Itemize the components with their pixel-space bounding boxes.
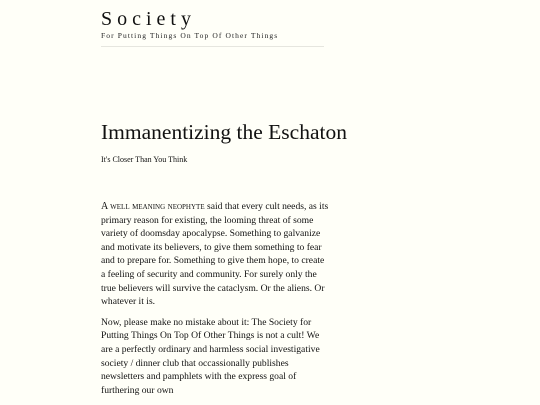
- paragraph-1: [101, 200, 329, 309]
- paragraph-2: Now, please make no mistake about it: The Society for Putting Things On Top Of Other Things is not a cult! We are a perfectly ordinary and harmless social investigative society / dinner club that occassionally publishes newsletters and pamphlets with the express goal of furthering our own: [101, 316, 320, 396]
- newthought-lead: A well meaning neophyte: [101, 201, 205, 212]
- post-subtitle: It's Closer Than You Think: [101, 155, 188, 164]
- post-body: [101, 200, 329, 404]
- site-tagline: For Putting Things On Top Of Other Things: [101, 31, 279, 40]
- post-title: Immanentizing the Eschaton: [101, 120, 347, 144]
- paragraph-1-text: said that every cult needs, as its primary reason for existing, the looming threat of some variety of doomsday apocalypse. Something to galvanize and motivate its believers, to give them something to fear and to prepare for. Something to give them hope, to create a feeling of security and community. For surely only the true believers will survive the cataclysm. Or the aliens. Or whatever it is.: [101, 201, 329, 308]
- site-title-link[interactable]: Society: [101, 8, 196, 30]
- site-header: [101, 8, 324, 47]
